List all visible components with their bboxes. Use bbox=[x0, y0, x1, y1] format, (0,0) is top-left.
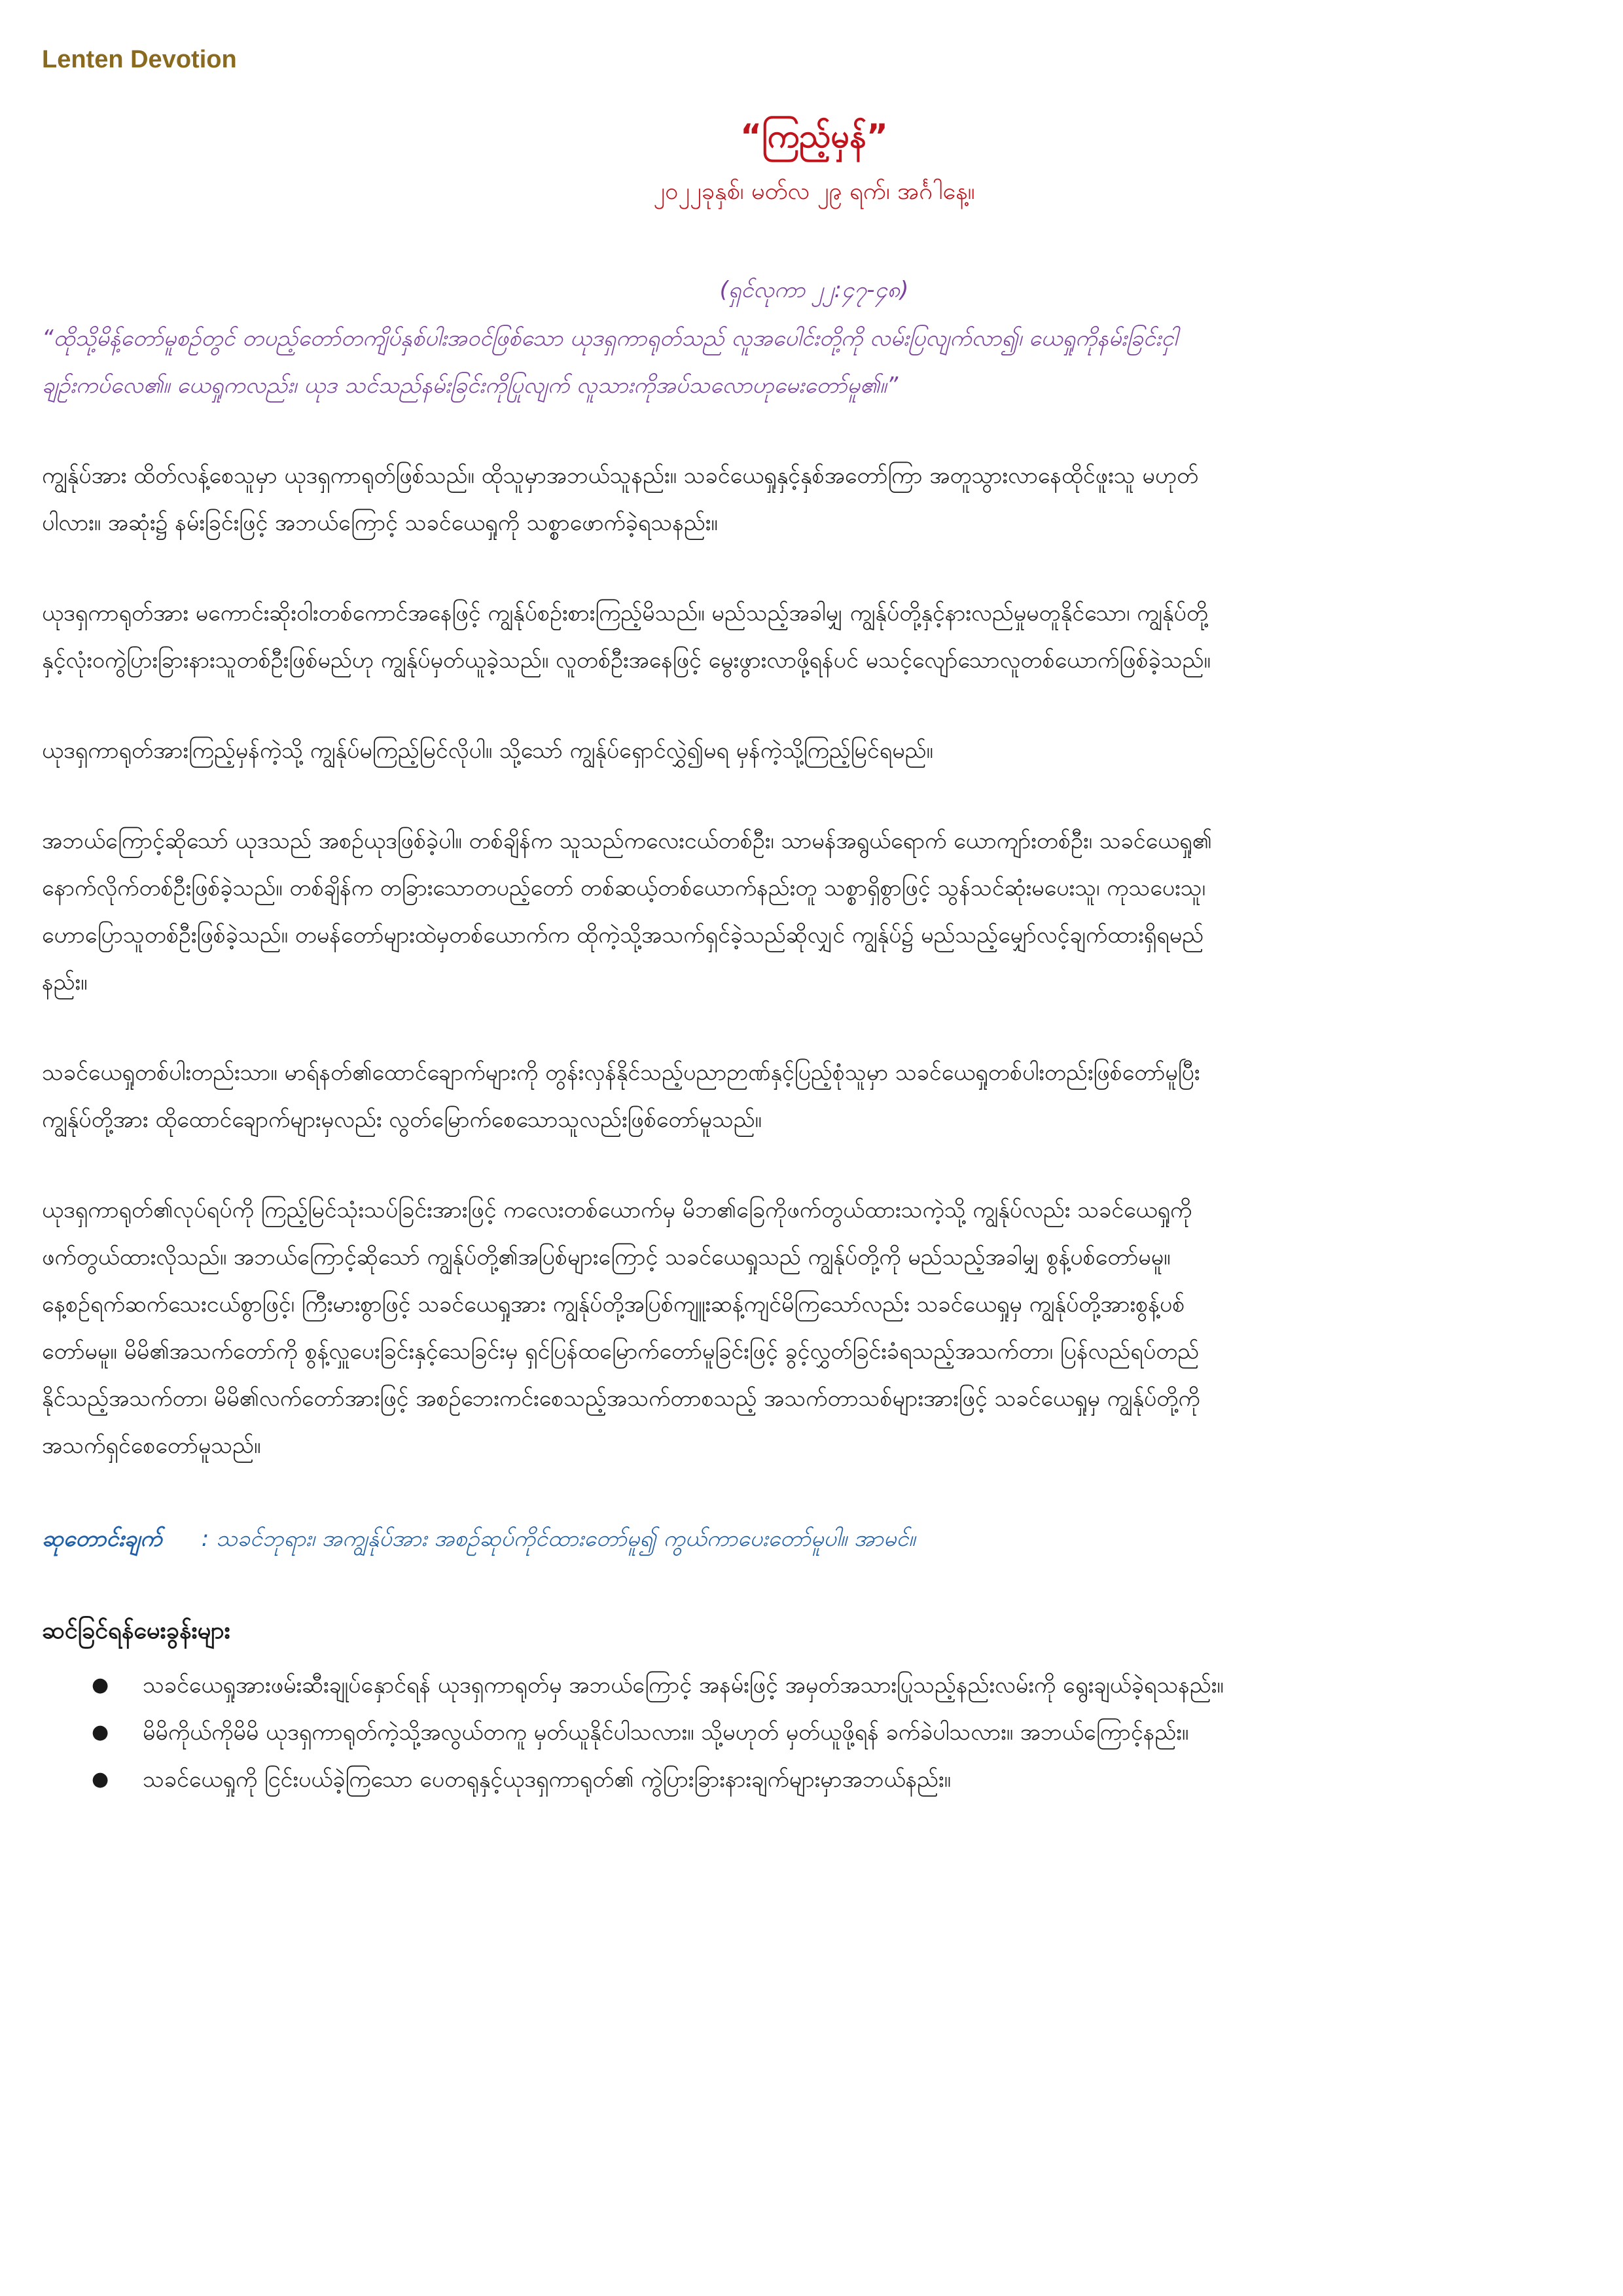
paragraph-line: နည်း။ bbox=[42, 969, 88, 996]
bullet-icon: ● bbox=[92, 1674, 109, 1696]
paragraph-1 bbox=[42, 452, 1586, 547]
question-text: သခင်ယေရှုကို ငြင်းပယ်ခဲ့ကြသော ပေတရုနှင့်ယုဒရှကာရုတ်၏ ကွဲပြားခြားနားချက်များမှာအဘယ်နည်း။ bbox=[143, 1767, 951, 1793]
paragraph-3 bbox=[42, 727, 1586, 774]
questions-list bbox=[42, 1662, 1586, 1803]
paragraph-line: အသက်ရှင်စေတော်မူသည်။ bbox=[42, 1433, 261, 1459]
paragraph-line: သခင်ယေရှုတစ်ပါးတည်းသာ။ မာရ်နတ်၏ထောင်ချောက်များကို တွန်းလှန်နိုင်သည့်ပညာဉာဏ်နှင့်ပြည့်စုံသူမှာ သခင်ယေရှုတစ်ပါးတည်းဖြစ်တော်မူပြီး bbox=[42, 1060, 1200, 1086]
paragraph-6 bbox=[42, 1187, 1586, 1469]
question-text: မိမိကိုယ်ကိုမိမိ ယုဒရှကာရုတ်ကဲ့သို့အလွယ်တကူ မှတ်ယူနိုင်ပါသလား။ သို့မဟုတ် မှတ်ယူဖို့ရန် ခက်ခဲပါသလား။ အဘယ်ကြောင့်နည်း။ bbox=[143, 1719, 1189, 1746]
question-text: သခင်ယေရှုအားဖမ်းဆီးချုပ်နှောင်ရန် ယုဒရှကာရုတ်မှ အဘယ်ကြောင့် အနမ်းဖြင့် အမှတ်အသားပြုသည့်နည်းလမ်းကို ရွေးချယ်ခဲ့ရသနည်း။ bbox=[143, 1672, 1224, 1698]
scripture-reference: (ရှင်လုကာ ၂၂:၄၇-၄၈) bbox=[719, 277, 909, 303]
paragraph-line: ယုဒရှကာရုတ်အား မကောင်းဆိုးဝါးတစ်ကောင်အနေဖြင့် ကျွန်ုပ်စဉ်းစားကြည့်မိသည်။ မည်သည့်အခါမျှ ကျွန်ုပ်တို့နှင့်နားလည်မှုမတူနိုင်သော၊ ကျွန်ုပ်တို့ bbox=[42, 600, 1208, 626]
bullet-icon: ● bbox=[92, 1768, 109, 1791]
paragraph-line: နိုင်သည့်အသက်တာ၊ မိမိ၏လက်တော်အားဖြင့် အစဉ်ဘေးကင်းစေသည့်အသက်တာစသည့် အသက်တာသစ်များအားဖြင့် သခင်ယေရှုမှ ကျွန်ုပ်တို့ကို bbox=[42, 1386, 1200, 1412]
paragraph-5 bbox=[42, 1049, 1586, 1143]
list-item bbox=[92, 1662, 1586, 1709]
paragraph-4 bbox=[42, 817, 1586, 1006]
scripture-verse bbox=[42, 315, 1586, 409]
paragraph-line: အဘယ်ကြောင့်ဆိုသော် ယုဒသည် အစဉ်ယုဒဖြစ်ခဲ့ပါ။ တစ်ချိန်က သူသည်ကလေးငယ်တစ်ဦး၊ သာမန်အရွယ်ရောက် ယောကျာ်းတစ်ဦး၊ သခင်ယေရှု၏ bbox=[42, 828, 1212, 854]
paragraph-line: နေ့စဉ်ရက်ဆက်သေးငယ်စွာဖြင့်၊ ကြီးမားစွာဖြင့် သခင်ယေရှုအား ကျွန်ုပ်တို့အပြစ်ကျူးဆန့်ကျင်မိကြသော်လည်း သခင်ယေရှုမှ ကျွန်ုပ်တို့အားစွန့်ပစ် bbox=[42, 1291, 1185, 1318]
questions-heading: ဆင်ခြင်ရန်မေးခွန်းများ bbox=[42, 1617, 230, 1644]
list-item bbox=[92, 1756, 1586, 1803]
paragraph-line: ဟောပြောသူတစ်ဦးဖြစ်ခဲ့သည်။ တမန်တော်များထဲမှတစ်ယောက်က ထိုကဲ့သို့အသက်ရှင်ခဲ့သည်ဆိုလျှင် ကျွန်ုပ်၌ မည်သည့်မျှော်လင့်ချက်ထားရှိရမည် bbox=[42, 922, 1204, 948]
paragraph-line: ဖက်တွယ်ထားလိုသည်။ အဘယ်ကြောင့်ဆိုသော် ကျွန်ုပ်တို့၏အပြစ်များကြောင့် သခင်ယေရှုသည် ကျွန်ုပ်တို့ကို မည်သည့်အခါမျှ စွန့်ပစ်တော်မမူ။ bbox=[42, 1244, 1171, 1270]
verse-line: ချဉ်းကပ်လေ၏။ ယေရှုကလည်း၊ ယုဒ သင်သည်နမ်းခြင်းကိုပြုလျက် လူသားကိုအပ်သလောဟုမေးတော်မူ၏။” bbox=[42, 372, 899, 399]
paragraph-line: နှင့်လုံးဝကွဲပြားခြားနားသူတစ်ဦးဖြစ်မည်ဟု ကျွန်ုပ်မှတ်ယူခဲ့သည်။ လူတစ်ဦးအနေဖြင့် မွေးဖွားလာဖို့ရန်ပင် မသင့်လျော်သောလူတစ်ယောက်ဖြစ်ခဲ့သည်။ bbox=[42, 647, 1211, 673]
list-item bbox=[92, 1709, 1586, 1756]
paragraph-line: ယုဒရှကာရုတ်၏လုပ်ရပ်ကို ကြည့်မြင်သုံးသပ်ခြင်းအားဖြင့် ကလေးတစ်ယောက်မှ မိဘ၏ခြေကိုဖက်တွယ်ထားသကဲ့သို့ ကျွန်ုပ်လည်း သခင်ယေရှုကို bbox=[42, 1197, 1192, 1223]
paragraph-line: ယုဒရှကာရုတ်အားကြည့်မှန်ကဲ့သို့ ကျွန်ုပ်မကြည့်မြင်လိုပါ။ သို့သော် ကျွန်ုပ်ရှောင်လွှဲ၍မရ မှန်ကဲ့သို့ကြည့်မြင်ရမည်။ bbox=[42, 738, 933, 764]
paragraph-line: ကျွန်ုပ်အား ထိတ်လန့်စေသူမှာ ယုဒရှကာရုတ်ဖြစ်သည်။ ထိုသူမှာအဘယ်သူနည်း။ သခင်ယေရှုနှင့်နှစ်အတော်ကြာ အတူသွားလာနေထိုင်ဖူးသူ မဟုတ် bbox=[42, 463, 1199, 489]
paragraph-line: ပါလား။ အဆုံး၌ နမ်းခြင်းဖြင့် အဘယ်ကြောင့် သခင်ယေရှုကို သစ္စာဖောက်ခဲ့ရသနည်း။ bbox=[42, 510, 718, 536]
prayer-label: ဆုတောင်းချက် bbox=[42, 1526, 162, 1552]
prayer-text: : သခင်ဘုရား၊ အကျွန်ုပ်အား အစဉ်ဆုပ်ကိုင်ထားတော်မူ၍ ကွယ်ကာပေးတော်မူပါ။ အာမင်။ bbox=[201, 1526, 916, 1552]
prayer bbox=[42, 1515, 1586, 1562]
paragraph-line: တော်မမူ။ မိမိ၏အသက်တော်ကို စွန့်လှူပေးခြင်းနှင့်သေခြင်းမှ ရှင်ပြန်ထမြောက်တော်မူခြင်းဖြင့် ခွင့်လွှတ်ခြင်းခံရသည့်အသက်တာ၊ ပြန်လည်ရပ်တည် bbox=[42, 1338, 1200, 1365]
bullet-icon: ● bbox=[92, 1721, 109, 1744]
document-page bbox=[42, 39, 1586, 1803]
devotion-date: ၂၀၂၂ခုနှစ်၊ မတ်လ ၂၉ ရက်၊ အင်္ဂါနေ့။ bbox=[653, 178, 975, 205]
header-label: Lenten Devotion bbox=[42, 46, 237, 73]
paragraph-line: ကျွန်ုပ်တို့အား ထိုထောင်ချောက်များမှလည်း လွတ်မြောက်စေသောသူလည်းဖြစ်တော်မူသည်။ bbox=[42, 1107, 762, 1133]
paragraph-line: နောက်လိုက်တစ်ဦးဖြစ်ခဲ့သည်။ တစ်ချိန်က တခြားသောတပည့်တော် တစ်ဆယ့်တစ်ယောက်နည်းတူ သစ္စာရှိစွာဖြင့် သွန်သင်ဆုံးမပေးသူ၊ ကုသပေးသူ၊ bbox=[42, 875, 1206, 901]
devotion-title: “ကြည့်မှန်” bbox=[740, 117, 888, 155]
paragraph-2 bbox=[42, 590, 1586, 684]
verse-line: “ထိုသို့မိန့်တော်မူစဉ်တွင် တပည့်တော်တကျိပ်နှစ်ပါးအဝင်ဖြစ်သော ယုဒရှကာရုတ်သည် လူအပေါင်းတို့ကို လမ်းပြလျက်လာ၍၊ ယေရှုကိုနမ်းခြင်းငှါ bbox=[42, 325, 1178, 351]
